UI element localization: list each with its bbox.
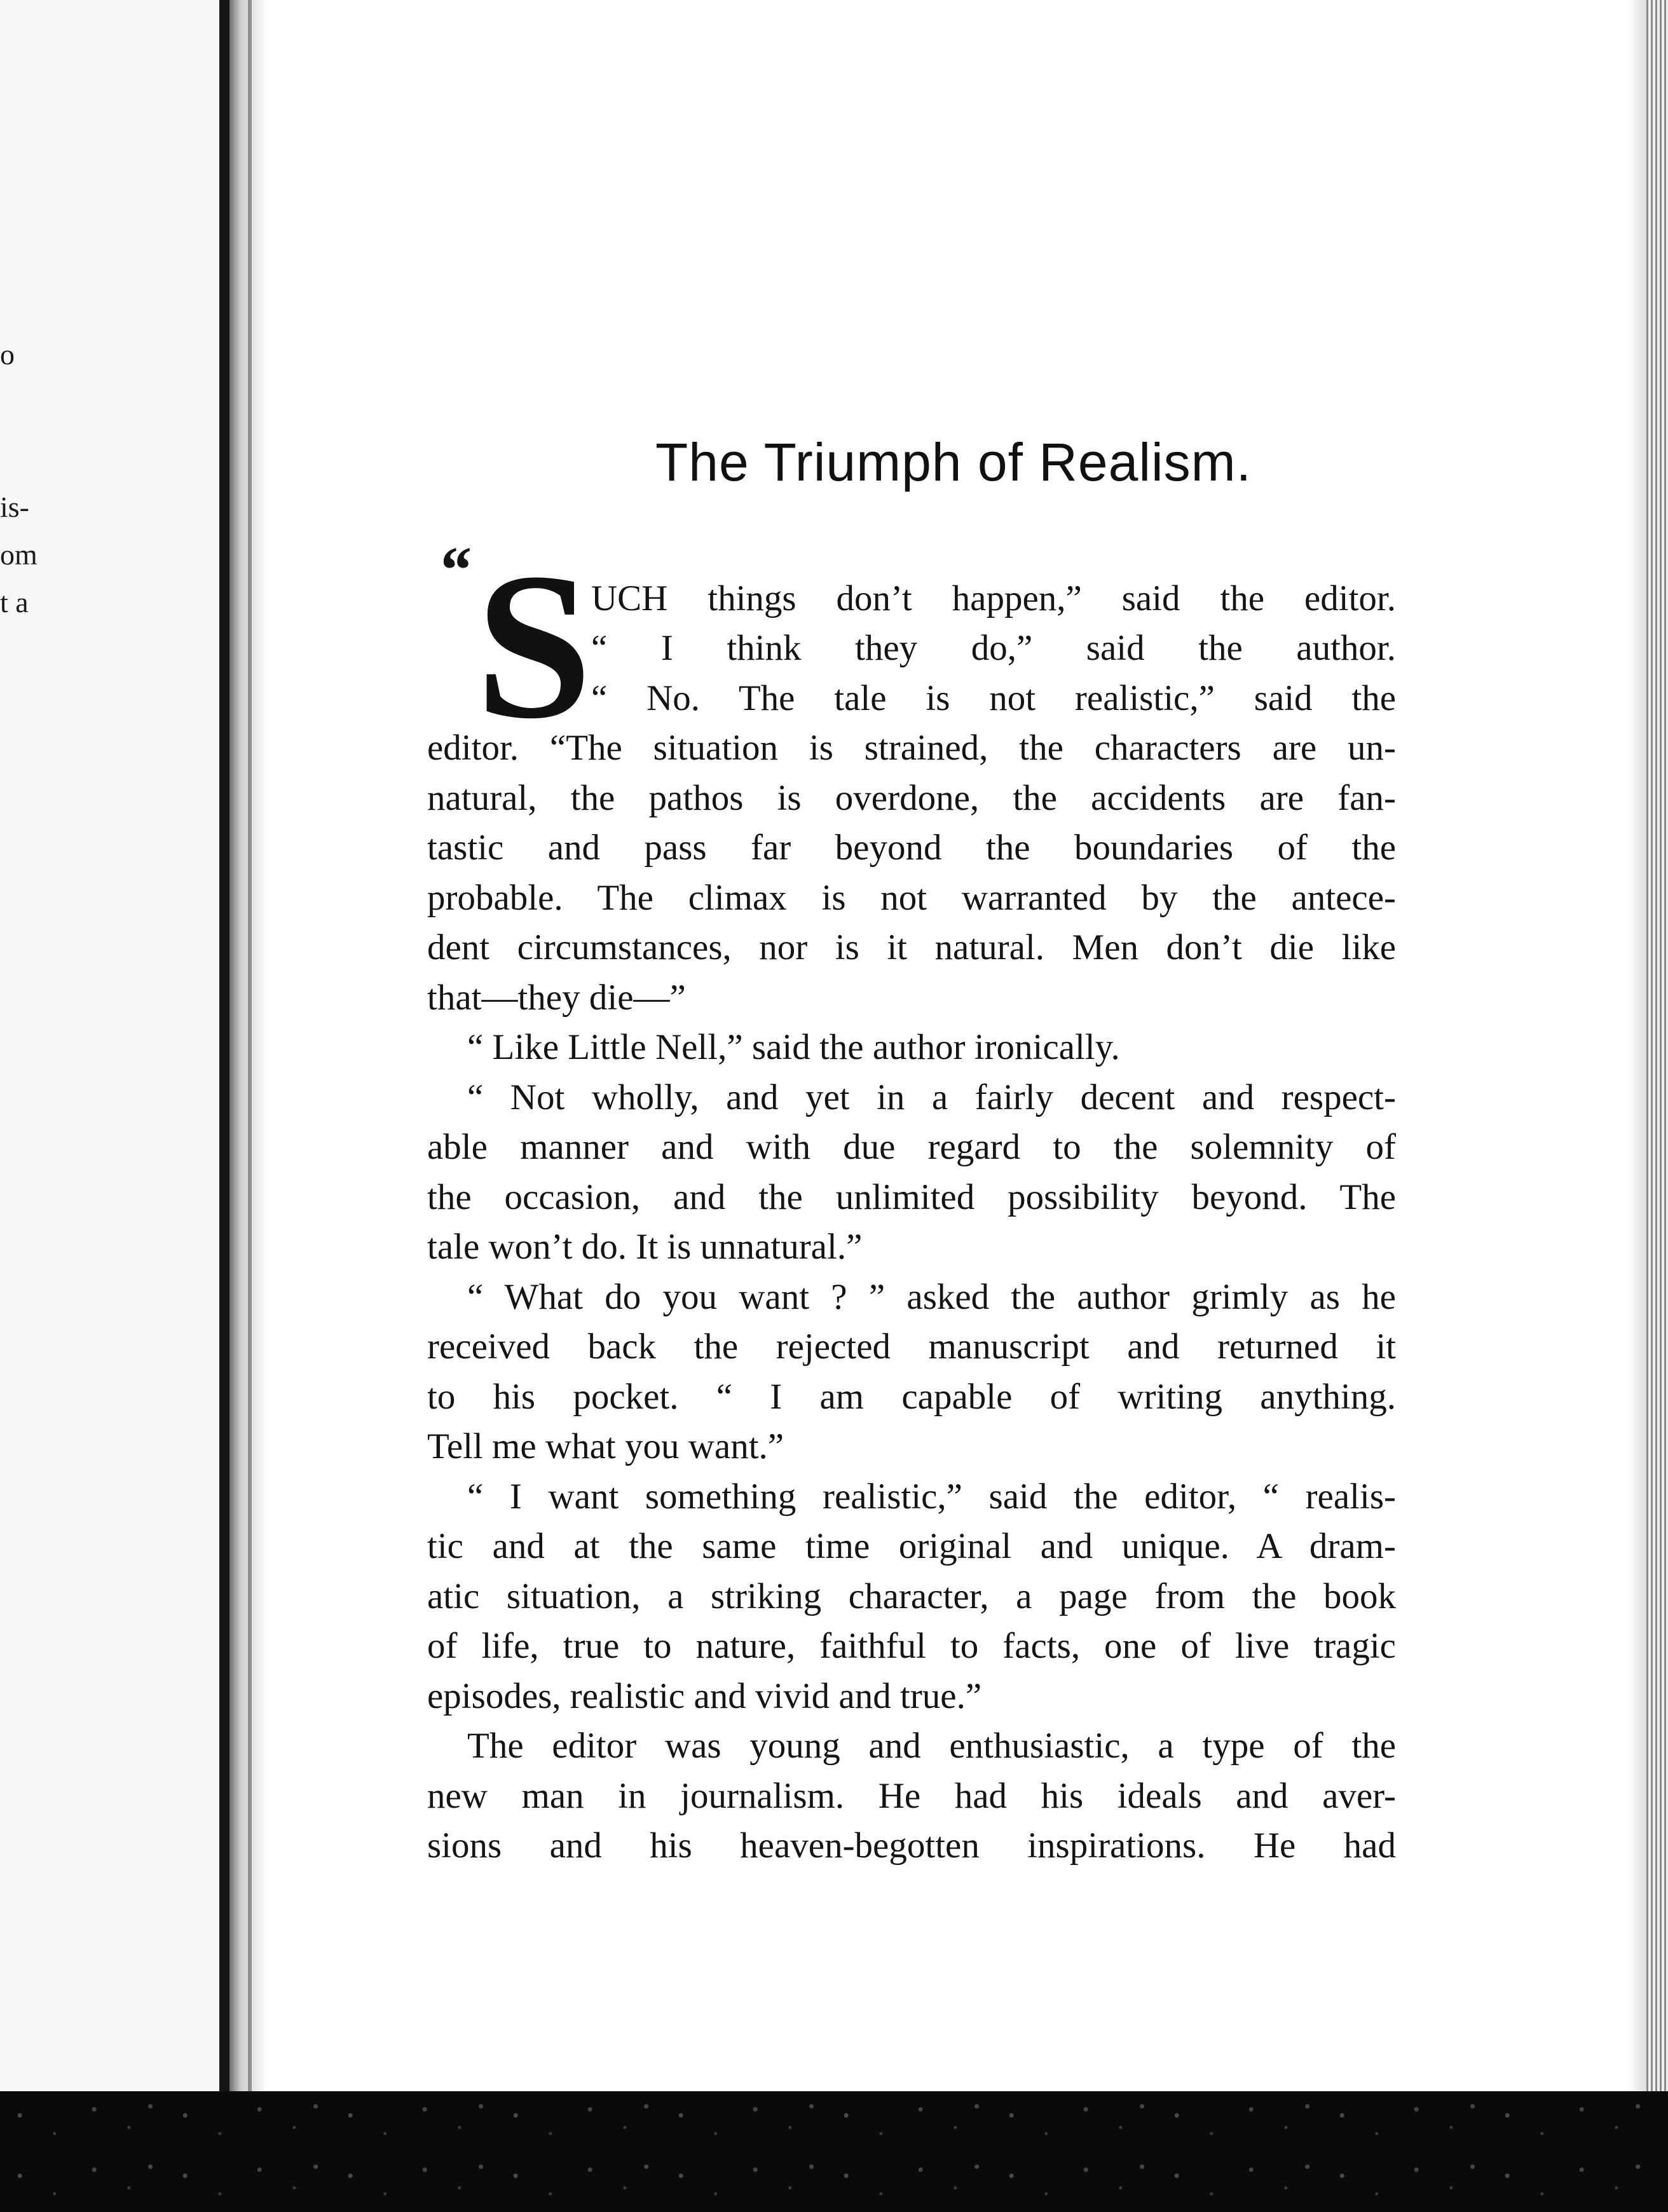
body-line: received back the rejected manuscript and returned it: [427, 1327, 1396, 1367]
body-line: the occasion, and the unlimited possibility beyond. The: [427, 1177, 1396, 1217]
left-page-fragment: t a: [0, 586, 29, 618]
body-line: tic and at the same time original and unique. A dram-: [427, 1526, 1396, 1566]
left-page-fragment: om: [0, 538, 38, 571]
body-line: The editor was young and enthusiastic, a type of the: [467, 1726, 1396, 1766]
body-line: editor. “The situation is strained, the characters are un-: [427, 728, 1396, 768]
page-fold: [248, 0, 252, 2091]
body-line: UCH things don’t happen,” said the editor.: [591, 578, 1396, 618]
body-line: “ Not wholly, and yet in a fairly decent and respect-: [467, 1077, 1396, 1117]
book-gutter: [219, 0, 229, 2091]
body-line: natural, the pathos is overdone, the accidents are fan-: [427, 778, 1396, 818]
left-page-fragment: is-: [0, 491, 29, 523]
left-page-fragment: o: [0, 338, 15, 371]
opening-quote-mark: “: [437, 533, 470, 606]
body-line: “ I think they do,” said the author.: [591, 628, 1396, 668]
body-line: probable. The climax is not warranted by the antece-: [427, 878, 1396, 918]
chapter-title: The Triumph of Realism.: [655, 432, 1252, 492]
body-line: “ I want something realistic,” said the editor, “ realis-: [467, 1477, 1396, 1517]
body-line: dent circumstances, nor is it natural. Men don’t die like: [427, 927, 1396, 967]
body-line: episodes, realistic and vivid and true.”: [427, 1676, 982, 1716]
drop-cap: S: [475, 530, 592, 762]
body-line: “ What do you want ? ” asked the author grimly as he: [467, 1277, 1396, 1317]
body-line: “ No. The tale is not realistic,” said the: [591, 678, 1396, 718]
page-edge-stack: [1646, 0, 1668, 2091]
body-line: to his pocket. “ I am capable of writing anything.: [427, 1377, 1396, 1417]
body-line: able manner and with due regard to the solemnity of: [427, 1127, 1396, 1167]
page-edge-shadow: [1627, 0, 1646, 2091]
body-line: atic situation, a striking character, a page from the book: [427, 1576, 1396, 1616]
left-page: [0, 0, 219, 2091]
body-line: tastic and pass far beyond the boundaries of the: [427, 828, 1396, 868]
body-line: of life, true to nature, faithful to facts, one of live tragic: [427, 1626, 1396, 1666]
body-line: new man in journalism. He had his ideals and aver-: [427, 1776, 1396, 1816]
body-line: tale won’t do. It is unnatural.”: [427, 1227, 863, 1267]
body-line: Tell me what you want.”: [427, 1426, 784, 1466]
scanner-bed: [0, 2091, 1668, 2212]
body-line: “ Like Little Nell,” said the author ironically.: [467, 1027, 1120, 1067]
body-line: sions and his heaven-begotten inspirations. He had: [427, 1826, 1396, 1866]
body-line: that—they die—”: [427, 978, 686, 1018]
